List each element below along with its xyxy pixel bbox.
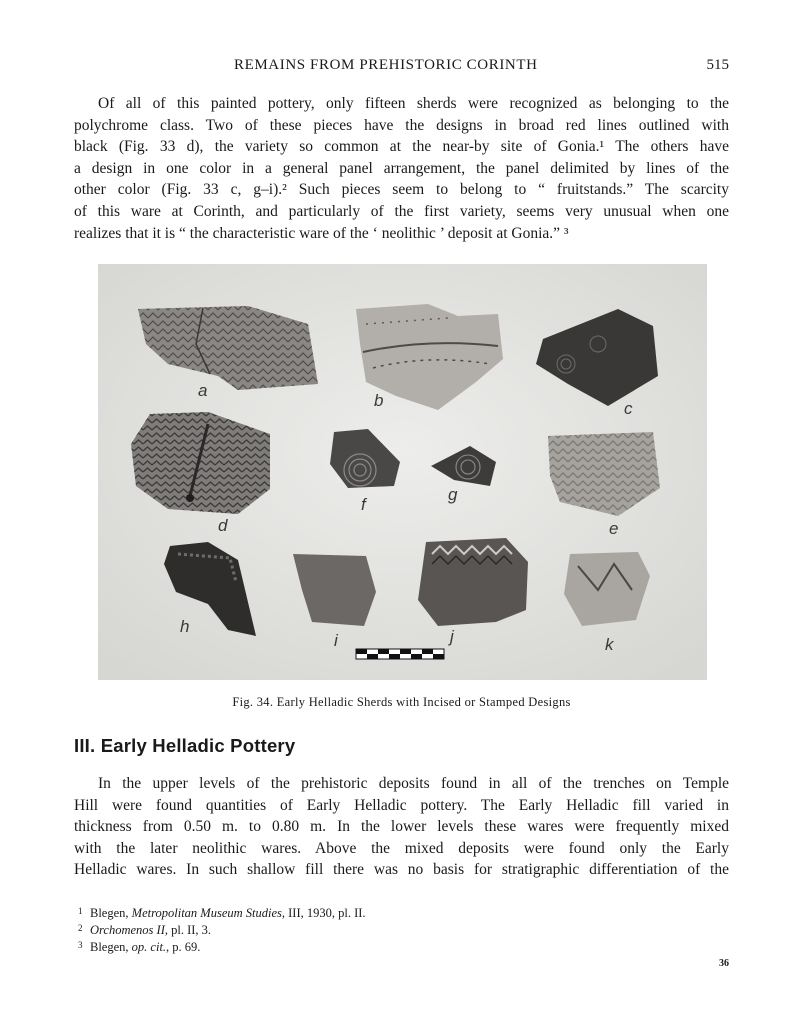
scale-bar: [356, 649, 444, 659]
sherds-photo: [98, 264, 707, 680]
label-c: c: [624, 399, 633, 418]
footnote-2: [74, 922, 729, 939]
label-d: d: [218, 516, 228, 535]
label-b: b: [374, 391, 384, 410]
text-line: Helladic wares. In such shallow fill there was no basis for stratigraphic differentiation of the: [74, 861, 729, 879]
label-i: i: [334, 631, 338, 650]
footnote-title: op. cit.: [131, 940, 167, 954]
sherd-k: [564, 552, 650, 626]
footnote-rest: , pl. II, 3.: [164, 923, 212, 937]
paragraph-early-helladic: [74, 773, 729, 881]
footnote-author: Blegen,: [90, 940, 132, 954]
text-line: with the later neolithic wares. Above the mixed deposits were found only the Early: [74, 839, 729, 857]
page-number: 515: [706, 57, 729, 73]
text-line: realizes that it is “ the characteristic ware of the ‘ neolithic ’ deposit at Gonia.” ³: [74, 224, 569, 242]
text-line: black (Fig. 33 d), the variety so common at the near-by site of Gonia.¹ The others have: [74, 138, 729, 156]
running-title: REMAINS FROM PREHISTORIC CORINTH: [234, 57, 538, 73]
figure-caption: Fig. 34. Early Helladic Sherds with Incised or Stamped Designs: [232, 695, 571, 709]
footnote-author: Blegen,: [90, 906, 132, 920]
text-line: polychrome class. Two of these pieces have the designs in broad red lines outlined with: [74, 116, 729, 134]
footnote-title: Metropolitan Museum Studies: [131, 906, 282, 920]
text-line: other color (Fig. 33 c, g–i).² Such pieces seem to belong to “ fruitstands.” The scarcity: [74, 181, 729, 199]
text-line: a design in one color in a general panel arrangement, the panel delimited by lines of the: [74, 159, 729, 177]
running-header: [74, 57, 729, 79]
paragraph-polychrome: [74, 93, 729, 244]
footnote-3: [74, 939, 729, 956]
section-heading: III. Early Helladic Pottery: [74, 735, 296, 756]
label-h: h: [180, 617, 190, 636]
footnote-title: Orchomenos II: [90, 923, 165, 937]
footnotes: [74, 905, 729, 956]
text-line: Of all of this painted pottery, only fifteen sherds were recognized as belonging to the: [98, 95, 729, 112]
label-e: e: [609, 519, 619, 538]
label-g: g: [448, 485, 458, 504]
footnote-1: [74, 905, 729, 922]
label-j: j: [450, 627, 454, 646]
footnote-mark: 1: [78, 906, 83, 916]
label-f: f: [361, 495, 366, 514]
footnote-rest: , p. 69.: [166, 940, 201, 954]
label-k: k: [605, 635, 614, 654]
footnote-rest: , III, 1930, pl. II.: [281, 906, 366, 920]
text-line: In the upper levels of the prehistoric deposits found in all of the trenches on Temple: [98, 775, 729, 792]
figure-photo-plate: [98, 264, 707, 680]
footnote-mark: 2: [78, 923, 83, 933]
label-a: a: [198, 381, 208, 400]
text-line: of this ware at Corinth, and particularly of the first variety, seems very unusual when one: [74, 202, 729, 220]
footnote-mark: 3: [78, 940, 83, 950]
text-line: Hill were found quantities of Early Helladic pottery. The Early Helladic fill varied in: [74, 796, 729, 814]
sherd-j: [418, 538, 528, 626]
signature-mark: 36: [719, 958, 729, 969]
text-line: thickness from 0.50 m. to 0.80 m. In the lower levels these wares were frequently mixed: [74, 818, 729, 836]
